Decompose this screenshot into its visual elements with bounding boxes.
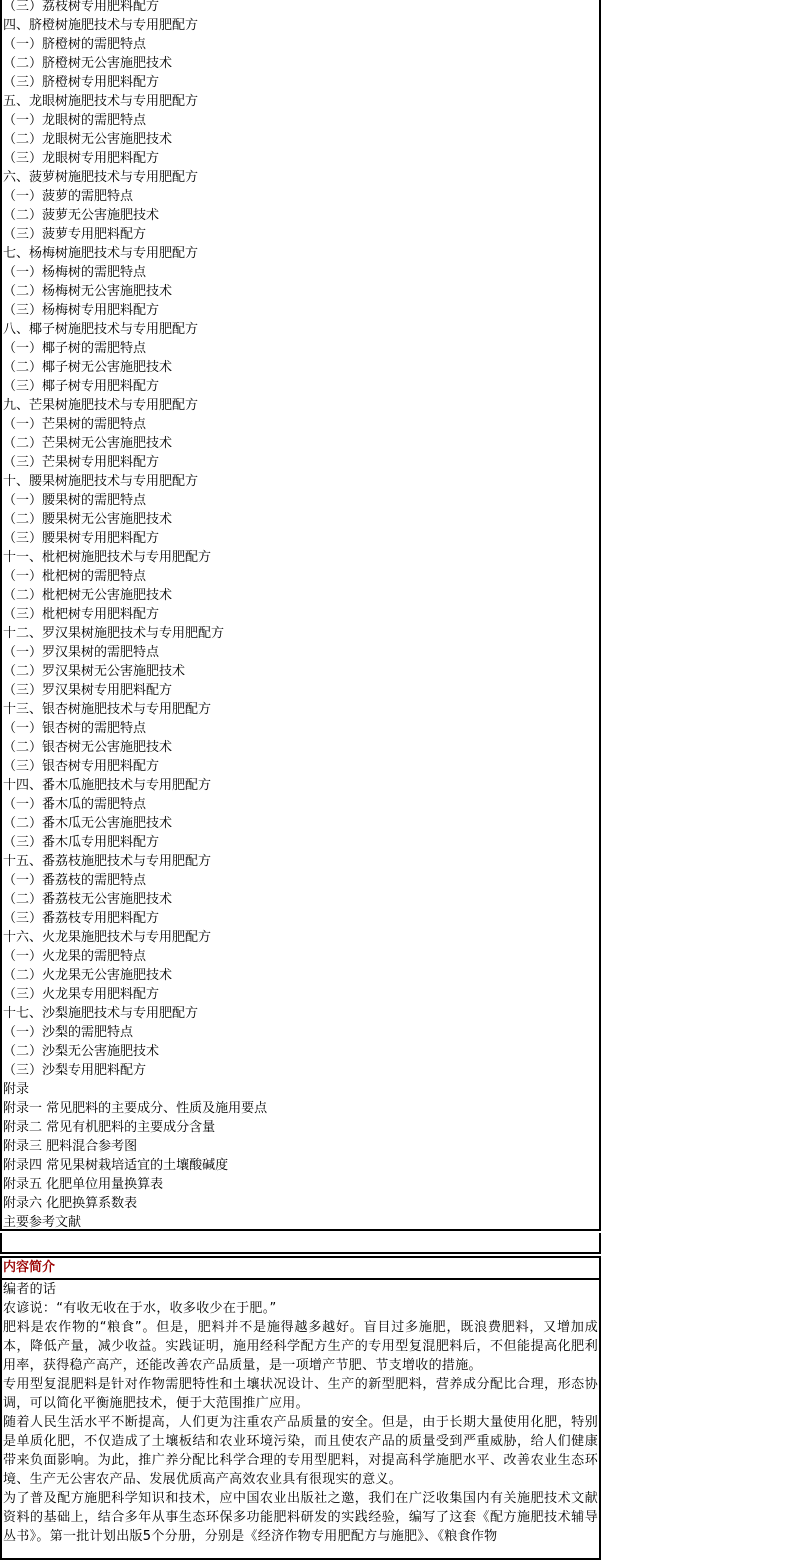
section-heading: 内容简介 (2, 1258, 599, 1280)
toc-entry: （一）火龙果的需肥特点 (3, 949, 147, 964)
toc-entry: 附录 (3, 1082, 30, 1097)
toc-entry: （二）椰子树无公害施肥技术 (3, 360, 173, 375)
toc-entry: （三）罗汉果树专用肥料配方 (3, 683, 173, 698)
toc-entry: 十六、火龙果施肥技术与专用肥配方 (3, 930, 212, 945)
summary-paragraph: 随着人民生活水平不断提高，人们更为注重农产品质量的安全。但是，由于长期大量使用化肥，特别是单质化肥，不仅造成了土壤板结和农业环境污染，而且使农产品的质量受到严重威胁，给人们健康带来负面影响。为此，推广养分配比科学合理的专用型肥料，对提高科学施肥水平、改善农业生态环境、生产无公害农产品、发展优质高产高效农业具有很现实的意义。 (3, 1415, 598, 1487)
toc-entry: （三）荔枝树专用肥料配方 (3, 0, 160, 14)
toc-entry: （三）沙梨专用肥料配方 (3, 1063, 147, 1078)
toc-entry: （一）罗汉果树的需肥特点 (3, 645, 160, 660)
empty-table-row (0, 1233, 601, 1254)
toc-entry: 主要参考文献 (3, 1215, 82, 1230)
toc-entry: （一）枇杷树的需肥特点 (3, 569, 147, 584)
toc-entry: 八、椰子树施肥技术与专用肥配方 (3, 322, 199, 337)
toc-entry: 附录一 常见肥料的主要成分、性质及施用要点 (3, 1101, 268, 1116)
toc-entry: （三）银杏树专用肥料配方 (3, 759, 160, 774)
toc-entry: （一）番荔枝的需肥特点 (3, 873, 147, 888)
toc-entry: （三）枇杷树专用肥料配方 (3, 607, 160, 622)
toc-entry: （一）腰果树的需肥特点 (3, 493, 147, 508)
toc-entry: （二）番木瓜无公害施肥技术 (3, 816, 173, 831)
toc-entry: （一）番木瓜的需肥特点 (3, 797, 147, 812)
toc-entry: （一）脐橙树的需肥特点 (3, 37, 147, 52)
toc-entry: 六、菠萝树施肥技术与专用肥配方 (3, 170, 199, 185)
toc-entry: （三）菠萝专用肥料配方 (3, 227, 147, 242)
toc-entry: 附录三 肥料混合参考图 (3, 1139, 138, 1154)
content-summary-section (0, 1256, 601, 1560)
toc-entry: 五、龙眼树施肥技术与专用肥配方 (3, 94, 199, 109)
toc-entry: 附录二 常见有机肥料的主要成分含量 (3, 1120, 216, 1135)
toc-entry: （一）沙梨的需肥特点 (3, 1025, 134, 1040)
toc-entry: （二）菠萝无公害施肥技术 (3, 208, 160, 223)
toc-entry: 十、腰果树施肥技术与专用肥配方 (3, 474, 199, 489)
toc-entry: （二）枇杷树无公害施肥技术 (3, 588, 173, 603)
summary-paragraph: 为了普及配方施肥科学知识和技术，应中国农业出版社之邀，我们在广泛收集国内有关施肥技术文献资料的基础上，结合多年从事生态环保多功能肥料研发的实践经验，编写了这套《配方施肥技术辅导丛书》。第一批计划出版5个分册，分别是《经济作物专用肥配方与施肥》、《粮食作物 (3, 1491, 598, 1544)
toc-entry: （二）番荔枝无公害施肥技术 (3, 892, 173, 907)
toc-entry: （二）芒果树无公害施肥技术 (3, 436, 173, 451)
toc-entry: 十三、银杏树施肥技术与专用肥配方 (3, 702, 212, 717)
toc-entry: （二）火龙果无公害施肥技术 (3, 968, 173, 983)
summary-body (2, 1280, 599, 1546)
toc-entry: 附录四 常见果树栽培适宜的土壤酸碱度 (3, 1158, 229, 1173)
toc-entry: （三）龙眼树专用肥料配方 (3, 151, 160, 166)
toc-entry: （一）银杏树的需肥特点 (3, 721, 147, 736)
toc-entry: （三）番荔枝专用肥料配方 (3, 911, 160, 926)
toc-entry: （二）罗汉果树无公害施肥技术 (3, 664, 186, 679)
toc-entry: 附录五 化肥单位用量换算表 (3, 1177, 164, 1192)
toc-entry: 十一、枇杷树施肥技术与专用肥配方 (3, 550, 212, 565)
toc-entry: 十七、沙梨施肥技术与专用肥配方 (3, 1006, 199, 1021)
toc-entry: （一）杨梅树的需肥特点 (3, 265, 147, 280)
toc-entry: 十二、罗汉果树施肥技术与专用肥配方 (3, 626, 225, 641)
toc-entry: （三）脐橙树专用肥料配方 (3, 75, 160, 90)
summary-paragraph: 专用型复混肥料是针对作物需肥特性和土壤状况设计、生产的新型肥料，营养成分配比合理，形态协调，可以简化平衡施肥技术，便于大范围推广应用。 (3, 1377, 598, 1411)
toc-entry: （三）芒果树专用肥料配方 (3, 455, 160, 470)
toc-entry: （一）龙眼树的需肥特点 (3, 113, 147, 128)
toc-entry: 附录六 化肥换算系数表 (3, 1196, 138, 1211)
toc-entry: （二）沙梨无公害施肥技术 (3, 1044, 160, 1059)
toc-entry: （三）腰果树专用肥料配方 (3, 531, 160, 546)
toc-entry: （一）芒果树的需肥特点 (3, 417, 147, 432)
summary-paragraph: 编者的话 (3, 1282, 57, 1297)
toc-entry: （一）菠萝的需肥特点 (3, 189, 134, 204)
toc-entry: （二）脐橙树无公害施肥技术 (3, 56, 173, 71)
toc-entry: 七、杨梅树施肥技术与专用肥配方 (3, 246, 199, 261)
toc-entry: 九、芒果树施肥技术与专用肥配方 (3, 398, 199, 413)
toc-entry: （三）火龙果专用肥料配方 (3, 987, 160, 1002)
toc-entry: （二）龙眼树无公害施肥技术 (3, 132, 173, 147)
summary-paragraph: 肥料是农作物的“粮食”。但是，肥料并不是施得越多越好。盲目过多施肥，既浪费肥料，又增加成本，降低产量，减少收益。实践证明，施用经科学配方生产的专用型复混肥料后，不但能提高化肥利用率，获得稳产高产，还能改善农产品质量，是一项增产节肥、节支增收的措施。 (3, 1320, 598, 1373)
toc-entry: 四、脐橙树施肥技术与专用肥配方 (3, 18, 199, 33)
toc-entry: （三）椰子树专用肥料配方 (3, 379, 160, 394)
toc-entry: （二）银杏树无公害施肥技术 (3, 740, 173, 755)
toc-entry: （三）番木瓜专用肥料配方 (3, 835, 160, 850)
toc-entry: （一）椰子树的需肥特点 (3, 341, 147, 356)
toc-entry: 十五、番荔枝施肥技术与专用肥配方 (3, 854, 212, 869)
summary-paragraph: 农谚说：“有收无收在于水，收多收少在于肥。” (3, 1301, 277, 1316)
toc-entry: （二）杨梅树无公害施肥技术 (3, 284, 173, 299)
toc-entry: （二）腰果树无公害施肥技术 (3, 512, 173, 527)
toc-entry: （三）杨梅树专用肥料配方 (3, 303, 160, 318)
toc-entry: 十四、番木瓜施肥技术与专用肥配方 (3, 778, 212, 793)
